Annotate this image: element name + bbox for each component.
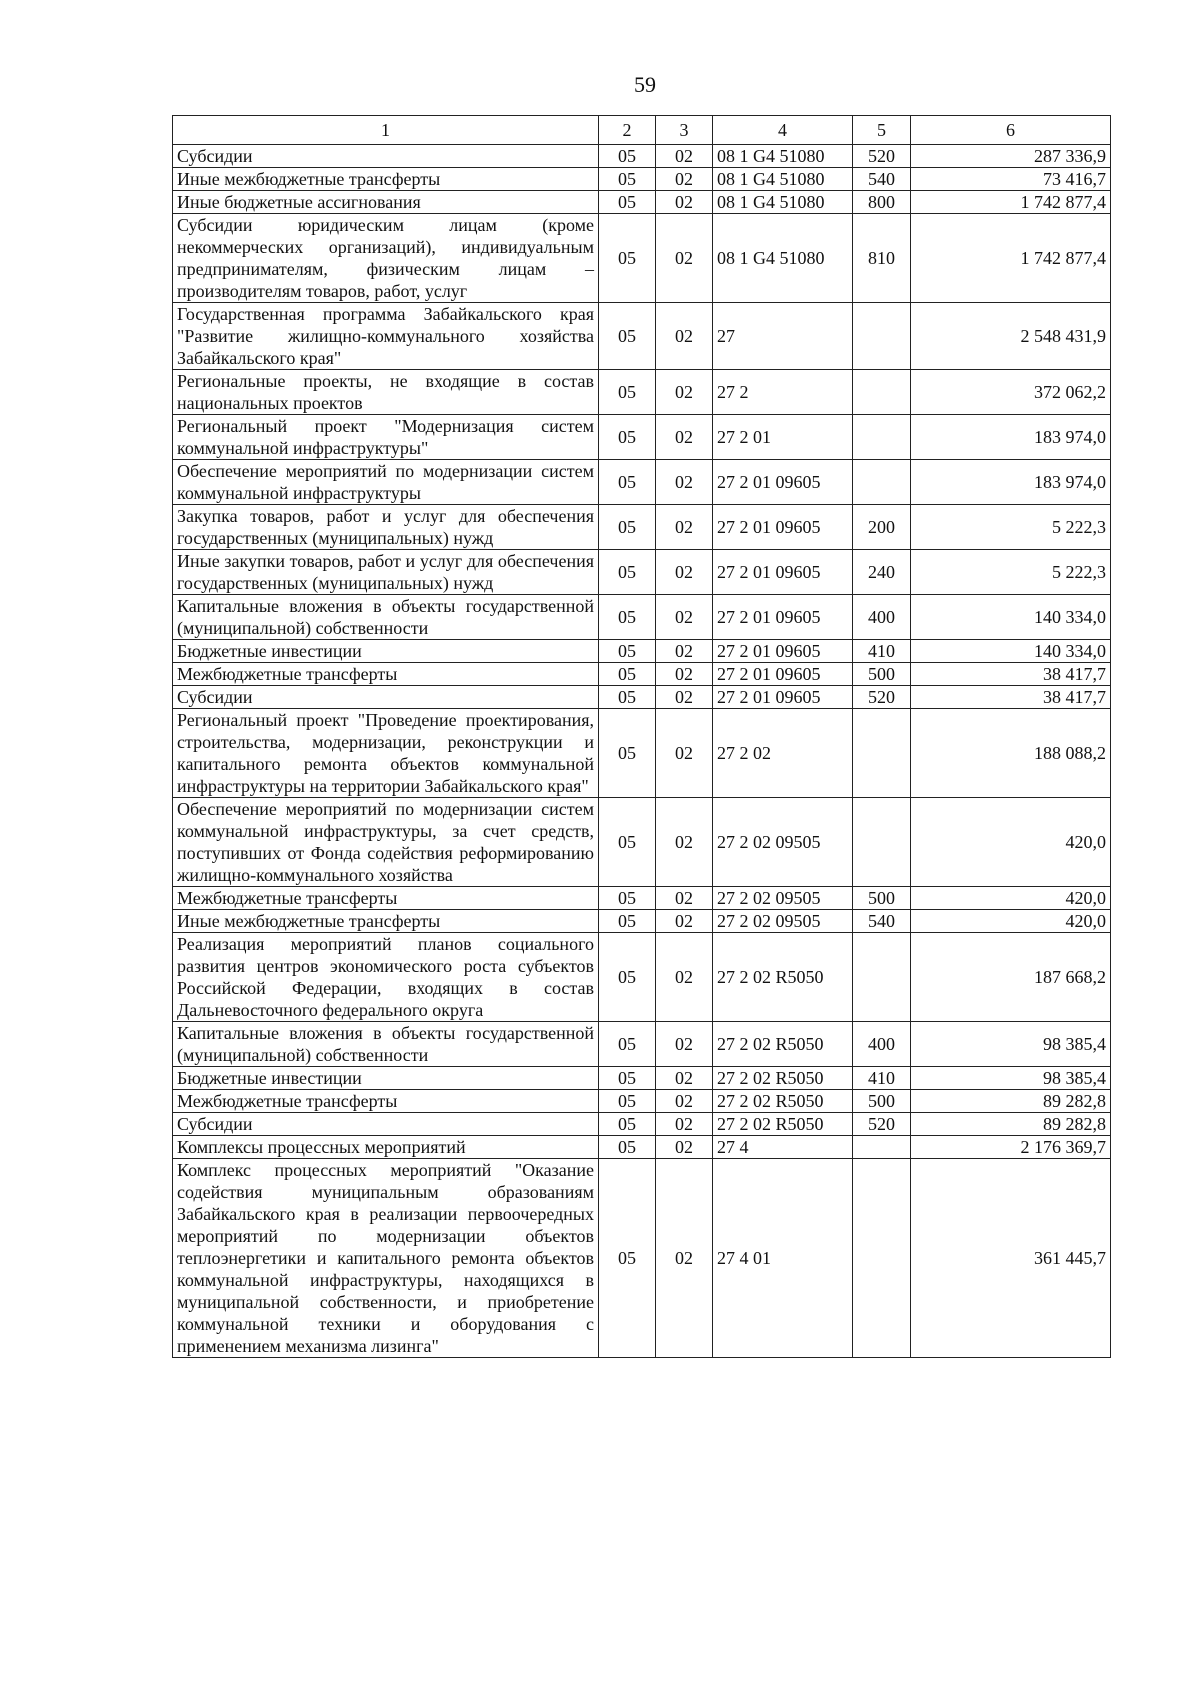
row-target-article-cell: 27 2 01 09605: [713, 686, 853, 709]
header-cell: 4: [713, 116, 853, 145]
row-target-article-cell: 27 4: [713, 1136, 853, 1159]
table-row: [173, 1090, 1111, 1113]
row-subsection-cell: 02: [656, 709, 713, 798]
row-expense-type-cell: 410: [853, 1067, 911, 1090]
row-name-cell: Иные закупки товаров, работ и услуг для обеспечения государственных (муниципальных) нужд: [173, 550, 599, 595]
header-cell: 5: [853, 116, 911, 145]
table-row: [173, 168, 1111, 191]
header-cell: 3: [656, 116, 713, 145]
row-amount-cell: 140 334,0: [911, 595, 1111, 640]
row-target-article-cell: 27 2 02: [713, 709, 853, 798]
row-subsection-cell: 02: [656, 145, 713, 168]
row-amount-cell: 420,0: [911, 798, 1111, 887]
row-target-article-cell: 27 2 02 09505: [713, 798, 853, 887]
row-subsection-cell: 02: [656, 191, 713, 214]
row-subsection-cell: 02: [656, 168, 713, 191]
row-expense-type-cell: 200: [853, 505, 911, 550]
row-section-cell: 05: [599, 550, 656, 595]
row-section-cell: 05: [599, 1113, 656, 1136]
row-name-cell: Межбюджетные трансферты: [173, 887, 599, 910]
row-expense-type-cell: [853, 303, 911, 370]
row-name-cell: Капитальные вложения в объекты государственной (муниципальной) собственности: [173, 595, 599, 640]
row-subsection-cell: 02: [656, 303, 713, 370]
row-target-article-cell: 27 4 01: [713, 1159, 853, 1358]
row-amount-cell: 1 742 877,4: [911, 214, 1111, 303]
table-row: [173, 505, 1111, 550]
table-row: [173, 1136, 1111, 1159]
row-amount-cell: 1 742 877,4: [911, 191, 1111, 214]
row-section-cell: 05: [599, 595, 656, 640]
row-section-cell: 05: [599, 191, 656, 214]
row-section-cell: 05: [599, 640, 656, 663]
row-subsection-cell: 02: [656, 1113, 713, 1136]
row-subsection-cell: 02: [656, 910, 713, 933]
row-name-cell: Субсидии: [173, 686, 599, 709]
table-row: [173, 1113, 1111, 1136]
row-amount-cell: 287 336,9: [911, 145, 1111, 168]
row-expense-type-cell: 520: [853, 1113, 911, 1136]
row-target-article-cell: 27 2 01 09605: [713, 640, 853, 663]
table-row: [173, 460, 1111, 505]
header-cell: 2: [599, 116, 656, 145]
row-section-cell: 05: [599, 1090, 656, 1113]
row-amount-cell: 89 282,8: [911, 1090, 1111, 1113]
row-expense-type-cell: [853, 1159, 911, 1358]
row-subsection-cell: 02: [656, 370, 713, 415]
row-expense-type-cell: [853, 709, 911, 798]
row-name-cell: Комплекс процессных мероприятий "Оказание содействия муниципальным образованиям Забайкальского края в реализации первоочередных мероприятий по модернизации объектов теплоэнергетики и капитального ремонта объектов коммунальной инфраструктуры, находящихся в муниципальной собственности, и приобретение коммунальной техники и оборудования с применением механизма лизинга": [173, 1159, 599, 1358]
table-row: [173, 145, 1111, 168]
row-subsection-cell: 02: [656, 415, 713, 460]
row-name-cell: Межбюджетные трансферты: [173, 663, 599, 686]
table-row: [173, 709, 1111, 798]
row-target-article-cell: 27 2 01 09605: [713, 595, 853, 640]
row-target-article-cell: 27 2 02 R5050: [713, 1090, 853, 1113]
row-amount-cell: 38 417,7: [911, 663, 1111, 686]
row-target-article-cell: 27 2 01 09605: [713, 663, 853, 686]
row-amount-cell: 2 548 431,9: [911, 303, 1111, 370]
row-target-article-cell: 27 2 02 09505: [713, 910, 853, 933]
row-subsection-cell: 02: [656, 1022, 713, 1067]
row-subsection-cell: 02: [656, 640, 713, 663]
row-subsection-cell: 02: [656, 1136, 713, 1159]
budget-table: [172, 115, 1111, 1358]
row-section-cell: 05: [599, 1136, 656, 1159]
row-amount-cell: 420,0: [911, 887, 1111, 910]
row-section-cell: 05: [599, 933, 656, 1022]
table-row: [173, 686, 1111, 709]
row-section-cell: 05: [599, 168, 656, 191]
row-amount-cell: 5 222,3: [911, 550, 1111, 595]
row-name-cell: Закупка товаров, работ и услуг для обеспечения государственных (муниципальных) нужд: [173, 505, 599, 550]
row-target-article-cell: 27 2 02 R5050: [713, 933, 853, 1022]
row-amount-cell: 89 282,8: [911, 1113, 1111, 1136]
row-amount-cell: 73 416,7: [911, 168, 1111, 191]
table-row: [173, 1067, 1111, 1090]
table-row: [173, 910, 1111, 933]
row-target-article-cell: 08 1 G4 51080: [713, 214, 853, 303]
row-target-article-cell: 27 2 01 09605: [713, 505, 853, 550]
table-row: [173, 550, 1111, 595]
row-expense-type-cell: [853, 415, 911, 460]
row-amount-cell: 38 417,7: [911, 686, 1111, 709]
row-target-article-cell: 27: [713, 303, 853, 370]
row-expense-type-cell: 240: [853, 550, 911, 595]
row-amount-cell: 187 668,2: [911, 933, 1111, 1022]
header-cell: 1: [173, 116, 599, 145]
row-amount-cell: 140 334,0: [911, 640, 1111, 663]
row-name-cell: Субсидии: [173, 145, 599, 168]
row-subsection-cell: 02: [656, 460, 713, 505]
row-name-cell: Бюджетные инвестиции: [173, 1067, 599, 1090]
row-subsection-cell: 02: [656, 933, 713, 1022]
row-target-article-cell: 27 2 02 R5050: [713, 1113, 853, 1136]
table-row: [173, 663, 1111, 686]
row-target-article-cell: 27 2 02 R5050: [713, 1022, 853, 1067]
row-name-cell: Иные бюджетные ассигнования: [173, 191, 599, 214]
row-subsection-cell: 02: [656, 595, 713, 640]
row-subsection-cell: 02: [656, 1090, 713, 1113]
row-target-article-cell: 27 2 01 09605: [713, 550, 853, 595]
row-name-cell: Региональный проект "Модернизация систем коммунальной инфраструктуры": [173, 415, 599, 460]
row-name-cell: Региональный проект "Проведение проектирования, строительства, модернизации, реконструкции и капитального ремонта объектов коммунальной инфраструктуры на территории Забайкальского края": [173, 709, 599, 798]
header-row: [173, 116, 1111, 145]
row-amount-cell: 183 974,0: [911, 460, 1111, 505]
row-target-article-cell: 08 1 G4 51080: [713, 191, 853, 214]
row-expense-type-cell: 540: [853, 168, 911, 191]
row-subsection-cell: 02: [656, 663, 713, 686]
table-row: [173, 214, 1111, 303]
row-section-cell: 05: [599, 1022, 656, 1067]
row-name-cell: Иные межбюджетные трансферты: [173, 168, 599, 191]
row-name-cell: Комплексы процессных мероприятий: [173, 1136, 599, 1159]
row-amount-cell: 420,0: [911, 910, 1111, 933]
table-row: [173, 370, 1111, 415]
table-row: [173, 887, 1111, 910]
row-name-cell: Иные межбюджетные трансферты: [173, 910, 599, 933]
row-target-article-cell: 27 2 02 09505: [713, 887, 853, 910]
row-name-cell: Обеспечение мероприятий по модернизации систем коммунальной инфраструктуры: [173, 460, 599, 505]
row-subsection-cell: 02: [656, 1067, 713, 1090]
table-row: [173, 1159, 1111, 1358]
row-amount-cell: 372 062,2: [911, 370, 1111, 415]
row-expense-type-cell: 410: [853, 640, 911, 663]
row-amount-cell: 5 222,3: [911, 505, 1111, 550]
table-row: [173, 191, 1111, 214]
row-expense-type-cell: 520: [853, 145, 911, 168]
row-subsection-cell: 02: [656, 1159, 713, 1358]
row-expense-type-cell: [853, 1136, 911, 1159]
row-section-cell: 05: [599, 798, 656, 887]
row-section-cell: 05: [599, 370, 656, 415]
row-name-cell: Региональные проекты, не входящие в состав национальных проектов: [173, 370, 599, 415]
row-expense-type-cell: 400: [853, 595, 911, 640]
row-section-cell: 05: [599, 663, 656, 686]
row-name-cell: Капитальные вложения в объекты государственной (муниципальной) собственности: [173, 1022, 599, 1067]
row-subsection-cell: 02: [656, 887, 713, 910]
table-row: [173, 415, 1111, 460]
row-subsection-cell: 02: [656, 686, 713, 709]
row-subsection-cell: 02: [656, 550, 713, 595]
table-row: [173, 595, 1111, 640]
row-subsection-cell: 02: [656, 214, 713, 303]
row-name-cell: Бюджетные инвестиции: [173, 640, 599, 663]
row-target-article-cell: 27 2: [713, 370, 853, 415]
row-section-cell: 05: [599, 415, 656, 460]
row-name-cell: Государственная программа Забайкальского края "Развитие жилищно-коммунального хозяйства Забайкальского края": [173, 303, 599, 370]
table-row: [173, 933, 1111, 1022]
row-section-cell: 05: [599, 214, 656, 303]
row-target-article-cell: 27 2 02 R5050: [713, 1067, 853, 1090]
row-amount-cell: 361 445,7: [911, 1159, 1111, 1358]
row-section-cell: 05: [599, 460, 656, 505]
row-expense-type-cell: 500: [853, 663, 911, 686]
row-name-cell: Реализация мероприятий планов социального развития центров экономического роста субъектов Российской Федерации, входящих в состав Дальневосточного федерального округа: [173, 933, 599, 1022]
row-section-cell: 05: [599, 709, 656, 798]
header-cell: 6: [911, 116, 1111, 145]
row-subsection-cell: 02: [656, 505, 713, 550]
row-expense-type-cell: 540: [853, 910, 911, 933]
row-name-cell: Межбюджетные трансферты: [173, 1090, 599, 1113]
row-expense-type-cell: 400: [853, 1022, 911, 1067]
row-section-cell: 05: [599, 303, 656, 370]
row-expense-type-cell: 520: [853, 686, 911, 709]
row-expense-type-cell: 800: [853, 191, 911, 214]
page-number: 59: [634, 72, 656, 97]
row-section-cell: 05: [599, 910, 656, 933]
table-row: [173, 303, 1111, 370]
row-expense-type-cell: [853, 460, 911, 505]
row-expense-type-cell: 500: [853, 1090, 911, 1113]
row-amount-cell: 98 385,4: [911, 1067, 1111, 1090]
row-expense-type-cell: [853, 370, 911, 415]
row-section-cell: 05: [599, 1067, 656, 1090]
row-target-article-cell: 27 2 01: [713, 415, 853, 460]
table-row: [173, 798, 1111, 887]
table-row: [173, 1022, 1111, 1067]
row-expense-type-cell: [853, 798, 911, 887]
row-expense-type-cell: 810: [853, 214, 911, 303]
row-section-cell: 05: [599, 887, 656, 910]
row-section-cell: 05: [599, 686, 656, 709]
row-target-article-cell: 08 1 G4 51080: [713, 145, 853, 168]
table-row: [173, 640, 1111, 663]
row-subsection-cell: 02: [656, 798, 713, 887]
row-target-article-cell: 08 1 G4 51080: [713, 168, 853, 191]
row-amount-cell: 98 385,4: [911, 1022, 1111, 1067]
row-name-cell: Субсидии: [173, 1113, 599, 1136]
row-amount-cell: 2 176 369,7: [911, 1136, 1111, 1159]
row-expense-type-cell: [853, 933, 911, 1022]
row-section-cell: 05: [599, 145, 656, 168]
row-section-cell: 05: [599, 1159, 656, 1358]
row-expense-type-cell: 500: [853, 887, 911, 910]
row-amount-cell: 188 088,2: [911, 709, 1111, 798]
row-name-cell: Субсидии юридическим лицам (кроме некоммерческих организаций), индивидуальным предпринимателям, физическим лицам – производителям товаров, работ, услуг: [173, 214, 599, 303]
row-section-cell: 05: [599, 505, 656, 550]
row-amount-cell: 183 974,0: [911, 415, 1111, 460]
row-name-cell: Обеспечение мероприятий по модернизации систем коммунальной инфраструктуры, за счет средств, поступивших от Фонда содействия реформированию жилищно-коммунального хозяйства: [173, 798, 599, 887]
row-target-article-cell: 27 2 01 09605: [713, 460, 853, 505]
